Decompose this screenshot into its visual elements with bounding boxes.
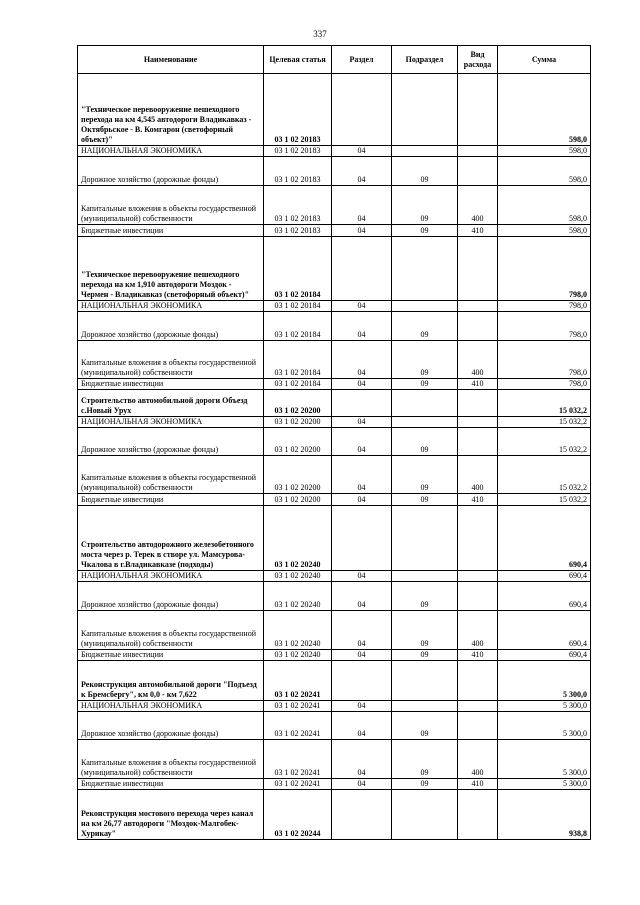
cell-article: 03 1 02 20183 (264, 225, 332, 237)
cell-sum: 690,4 (498, 571, 591, 582)
cell-sum: 690,4 (498, 582, 591, 611)
cell-subsection (392, 74, 458, 146)
table-row (78, 301, 591, 312)
cell-subsection: 09 (392, 582, 458, 611)
cell-expense-type (458, 417, 498, 428)
cell-article: 03 1 02 20200 (264, 428, 332, 456)
cell-sum: 598,0 (498, 157, 591, 186)
cell-subsection: 09 (392, 712, 458, 740)
cell-article: 03 1 02 20240 (264, 611, 332, 650)
cell-name: Дорожное хозяйство (дорожные фонды) (78, 157, 264, 186)
cell-article: 03 1 02 20241 (264, 661, 332, 701)
cell-sum: 690,4 (498, 506, 591, 571)
cell-section: 04 (332, 428, 392, 456)
cell-article: 03 1 02 20183 (264, 186, 332, 225)
cell-subsection: 09 (392, 494, 458, 506)
cell-article: 03 1 02 20241 (264, 701, 332, 712)
cell-subsection: 09 (392, 740, 458, 779)
cell-article: 03 1 02 20183 (264, 146, 332, 157)
cell-section: 04 (332, 225, 392, 237)
cell-subsection (392, 390, 458, 417)
cell-expense-type: 410 (458, 650, 498, 661)
cell-subsection: 09 (392, 650, 458, 661)
cell-sum: 15 032,2 (498, 390, 591, 417)
cell-sum: 598,0 (498, 146, 591, 157)
cell-subsection: 09 (392, 225, 458, 237)
cell-article: 03 1 02 20184 (264, 341, 332, 379)
table-row (78, 74, 591, 146)
cell-expense-type (458, 390, 498, 417)
table-row (78, 790, 591, 840)
cell-article: 03 1 02 20184 (264, 301, 332, 312)
cell-subsection: 09 (392, 779, 458, 790)
cell-expense-type (458, 428, 498, 456)
cell-name: Капитальные вложения в объекты государственной (муниципальной) собственности (78, 611, 264, 650)
cell-name: НАЦИОНАЛЬНАЯ ЭКОНОМИКА (78, 701, 264, 712)
table-row (78, 456, 591, 494)
cell-article: 03 1 02 20240 (264, 571, 332, 582)
table-row (78, 701, 591, 712)
table-row (78, 417, 591, 428)
cell-expense-type (458, 157, 498, 186)
cell-section: 04 (332, 494, 392, 506)
cell-sum: 690,4 (498, 611, 591, 650)
table-row (78, 390, 591, 417)
cell-sum: 5 300,0 (498, 712, 591, 740)
cell-article: 03 1 02 20241 (264, 712, 332, 740)
cell-section: 04 (332, 456, 392, 494)
cell-name: Реконструкция мостового перехода через канал на км 26,77 автодороги "Моздок-Малгобек-Хурикау" (78, 790, 264, 840)
cell-section: 04 (332, 701, 392, 712)
table-row (78, 379, 591, 390)
cell-name: Капитальные вложения в объекты государственной (муниципальной) собственности (78, 456, 264, 494)
cell-article: 03 1 02 20200 (264, 494, 332, 506)
cell-article: 03 1 02 20244 (264, 790, 332, 840)
table-row (78, 225, 591, 237)
cell-section: 04 (332, 417, 392, 428)
cell-sum: 5 300,0 (498, 661, 591, 701)
cell-section: 04 (332, 650, 392, 661)
cell-subsection: 09 (392, 341, 458, 379)
table-row (78, 740, 591, 779)
cell-sum: 798,0 (498, 312, 591, 341)
table-row (78, 712, 591, 740)
cell-expense-type: 400 (458, 186, 498, 225)
cell-article: 03 1 02 20200 (264, 390, 332, 417)
cell-article: 03 1 02 20241 (264, 779, 332, 790)
cell-name: Бюджетные инвестиции (78, 650, 264, 661)
cell-section: 04 (332, 779, 392, 790)
cell-expense-type: 400 (458, 740, 498, 779)
cell-article: 03 1 02 20183 (264, 74, 332, 146)
cell-name: Строительство автомобильной дороги Объезд с.Новый Урух (78, 390, 264, 417)
cell-section: 04 (332, 582, 392, 611)
cell-section: 04 (332, 186, 392, 225)
cell-expense-type (458, 790, 498, 840)
cell-article: 03 1 02 20184 (264, 237, 332, 301)
cell-expense-type: 400 (458, 341, 498, 379)
cell-section (332, 790, 392, 840)
cell-expense-type (458, 74, 498, 146)
cell-article: 03 1 02 20184 (264, 379, 332, 390)
cell-sum: 690,4 (498, 650, 591, 661)
cell-expense-type (458, 301, 498, 312)
cell-name: Бюджетные инвестиции (78, 494, 264, 506)
cell-expense-type (458, 571, 498, 582)
cell-sum: 798,0 (498, 301, 591, 312)
cell-name: Дорожное хозяйство (дорожные фонды) (78, 428, 264, 456)
cell-expense-type: 410 (458, 494, 498, 506)
cell-section (332, 506, 392, 571)
cell-sum: 15 032,2 (498, 494, 591, 506)
cell-subsection (392, 417, 458, 428)
cell-section: 04 (332, 379, 392, 390)
header-expense-type: Вид расхода (458, 46, 498, 74)
cell-article: 03 1 02 20241 (264, 740, 332, 779)
table-row (78, 506, 591, 571)
cell-name: Бюджетные инвестиции (78, 379, 264, 390)
cell-subsection (392, 146, 458, 157)
cell-sum: 798,0 (498, 341, 591, 379)
cell-subsection (392, 790, 458, 840)
cell-sum: 938,8 (498, 790, 591, 840)
table-row (78, 571, 591, 582)
cell-name: Бюджетные инвестиции (78, 225, 264, 237)
cell-name: НАЦИОНАЛЬНАЯ ЭКОНОМИКА (78, 301, 264, 312)
cell-subsection: 09 (392, 428, 458, 456)
cell-name: Капитальные вложения в объекты государственной (муниципальной) собственности (78, 740, 264, 779)
cell-expense-type (458, 661, 498, 701)
cell-subsection: 09 (392, 312, 458, 341)
cell-name: НАЦИОНАЛЬНАЯ ЭКОНОМИКА (78, 146, 264, 157)
cell-sum: 5 300,0 (498, 740, 591, 779)
cell-article: 03 1 02 20200 (264, 417, 332, 428)
cell-subsection: 09 (392, 379, 458, 390)
cell-section (332, 237, 392, 301)
cell-sum: 5 300,0 (498, 701, 591, 712)
cell-section: 04 (332, 712, 392, 740)
cell-sum: 598,0 (498, 74, 591, 146)
cell-expense-type: 410 (458, 379, 498, 390)
table-row (78, 661, 591, 701)
cell-name: "Техническое перевооружение пешеходного перехода на км 1,910 автодороги Моздок - Чермен - Владикавказ (светофорный объект)" (78, 237, 264, 301)
cell-section: 04 (332, 740, 392, 779)
cell-expense-type: 400 (458, 456, 498, 494)
cell-section (332, 74, 392, 146)
table-row (78, 146, 591, 157)
cell-name: Реконструкция автомобильной дороги "Подъезд к Бремсбергу", км 0,0 - км 7,622 (78, 661, 264, 701)
cell-section (332, 661, 392, 701)
cell-subsection (392, 701, 458, 712)
cell-name: Капитальные вложения в объекты государственной (муниципальной) собственности (78, 186, 264, 225)
cell-name: "Техническое перевооружение пешеходного перехода на км 4,545 автодороги Владикавказ - Октябрьское - В. Комгарон (светофорный объект)" (78, 74, 264, 146)
cell-sum: 598,0 (498, 225, 591, 237)
cell-subsection: 09 (392, 186, 458, 225)
cell-expense-type (458, 712, 498, 740)
cell-article: 03 1 02 20240 (264, 650, 332, 661)
cell-section: 04 (332, 571, 392, 582)
cell-subsection (392, 237, 458, 301)
cell-sum: 798,0 (498, 379, 591, 390)
table-row (78, 237, 591, 301)
cell-expense-type: 400 (458, 611, 498, 650)
cell-section: 04 (332, 157, 392, 186)
table-row (78, 494, 591, 506)
cell-article: 03 1 02 20240 (264, 506, 332, 571)
header-subsection: Подраздел (392, 46, 458, 74)
table-row (78, 341, 591, 379)
cell-sum: 15 032,2 (498, 456, 591, 494)
cell-name: НАЦИОНАЛЬНАЯ ЭКОНОМИКА (78, 571, 264, 582)
cell-sum: 15 032,2 (498, 428, 591, 456)
cell-expense-type (458, 146, 498, 157)
cell-sum: 798,0 (498, 237, 591, 301)
table-row (78, 650, 591, 661)
cell-subsection (392, 301, 458, 312)
cell-sum: 598,0 (498, 186, 591, 225)
cell-article: 03 1 02 20184 (264, 312, 332, 341)
cell-subsection (392, 506, 458, 571)
cell-article: 03 1 02 20240 (264, 582, 332, 611)
cell-section: 04 (332, 301, 392, 312)
cell-name: Дорожное хозяйство (дорожные фонды) (78, 312, 264, 341)
table-row (78, 428, 591, 456)
cell-name: Бюджетные инвестиции (78, 779, 264, 790)
cell-section: 04 (332, 312, 392, 341)
table-row (78, 582, 591, 611)
cell-subsection: 09 (392, 456, 458, 494)
cell-name: Капитальные вложения в объекты государственной (муниципальной) собственности (78, 341, 264, 379)
table-row (78, 779, 591, 790)
cell-sum: 5 300,0 (498, 779, 591, 790)
cell-article: 03 1 02 20183 (264, 157, 332, 186)
cell-expense-type (458, 701, 498, 712)
cell-expense-type: 410 (458, 225, 498, 237)
cell-section: 04 (332, 611, 392, 650)
cell-section: 04 (332, 341, 392, 379)
cell-expense-type (458, 312, 498, 341)
cell-name: Дорожное хозяйство (дорожные фонды) (78, 712, 264, 740)
cell-name: НАЦИОНАЛЬНАЯ ЭКОНОМИКА (78, 417, 264, 428)
cell-expense-type (458, 237, 498, 301)
cell-name: Дорожное хозяйство (дорожные фонды) (78, 582, 264, 611)
cell-expense-type: 410 (458, 779, 498, 790)
header-name: Наименование (78, 46, 264, 74)
header-article: Целевая статья (264, 46, 332, 74)
cell-subsection: 09 (392, 611, 458, 650)
table-row (78, 611, 591, 650)
cell-subsection (392, 571, 458, 582)
table-header-row (78, 46, 591, 74)
cell-article: 03 1 02 20200 (264, 456, 332, 494)
header-sum: Сумма (498, 46, 591, 74)
table-row (78, 157, 591, 186)
cell-name: Строительство автодорожного железобетонного моста через р. Терек в створе ул. Мамсурова-Чкалова в г.Владикавказе (подходы) (78, 506, 264, 571)
table-row (78, 312, 591, 341)
table-row (78, 186, 591, 225)
cell-section: 04 (332, 146, 392, 157)
cell-expense-type (458, 506, 498, 571)
cell-section (332, 390, 392, 417)
budget-table (77, 45, 591, 840)
cell-expense-type (458, 582, 498, 611)
cell-sum: 15 032,2 (498, 417, 591, 428)
cell-subsection: 09 (392, 157, 458, 186)
cell-subsection (392, 661, 458, 701)
page-number: 337 (313, 29, 327, 39)
header-section: Раздел (332, 46, 392, 74)
